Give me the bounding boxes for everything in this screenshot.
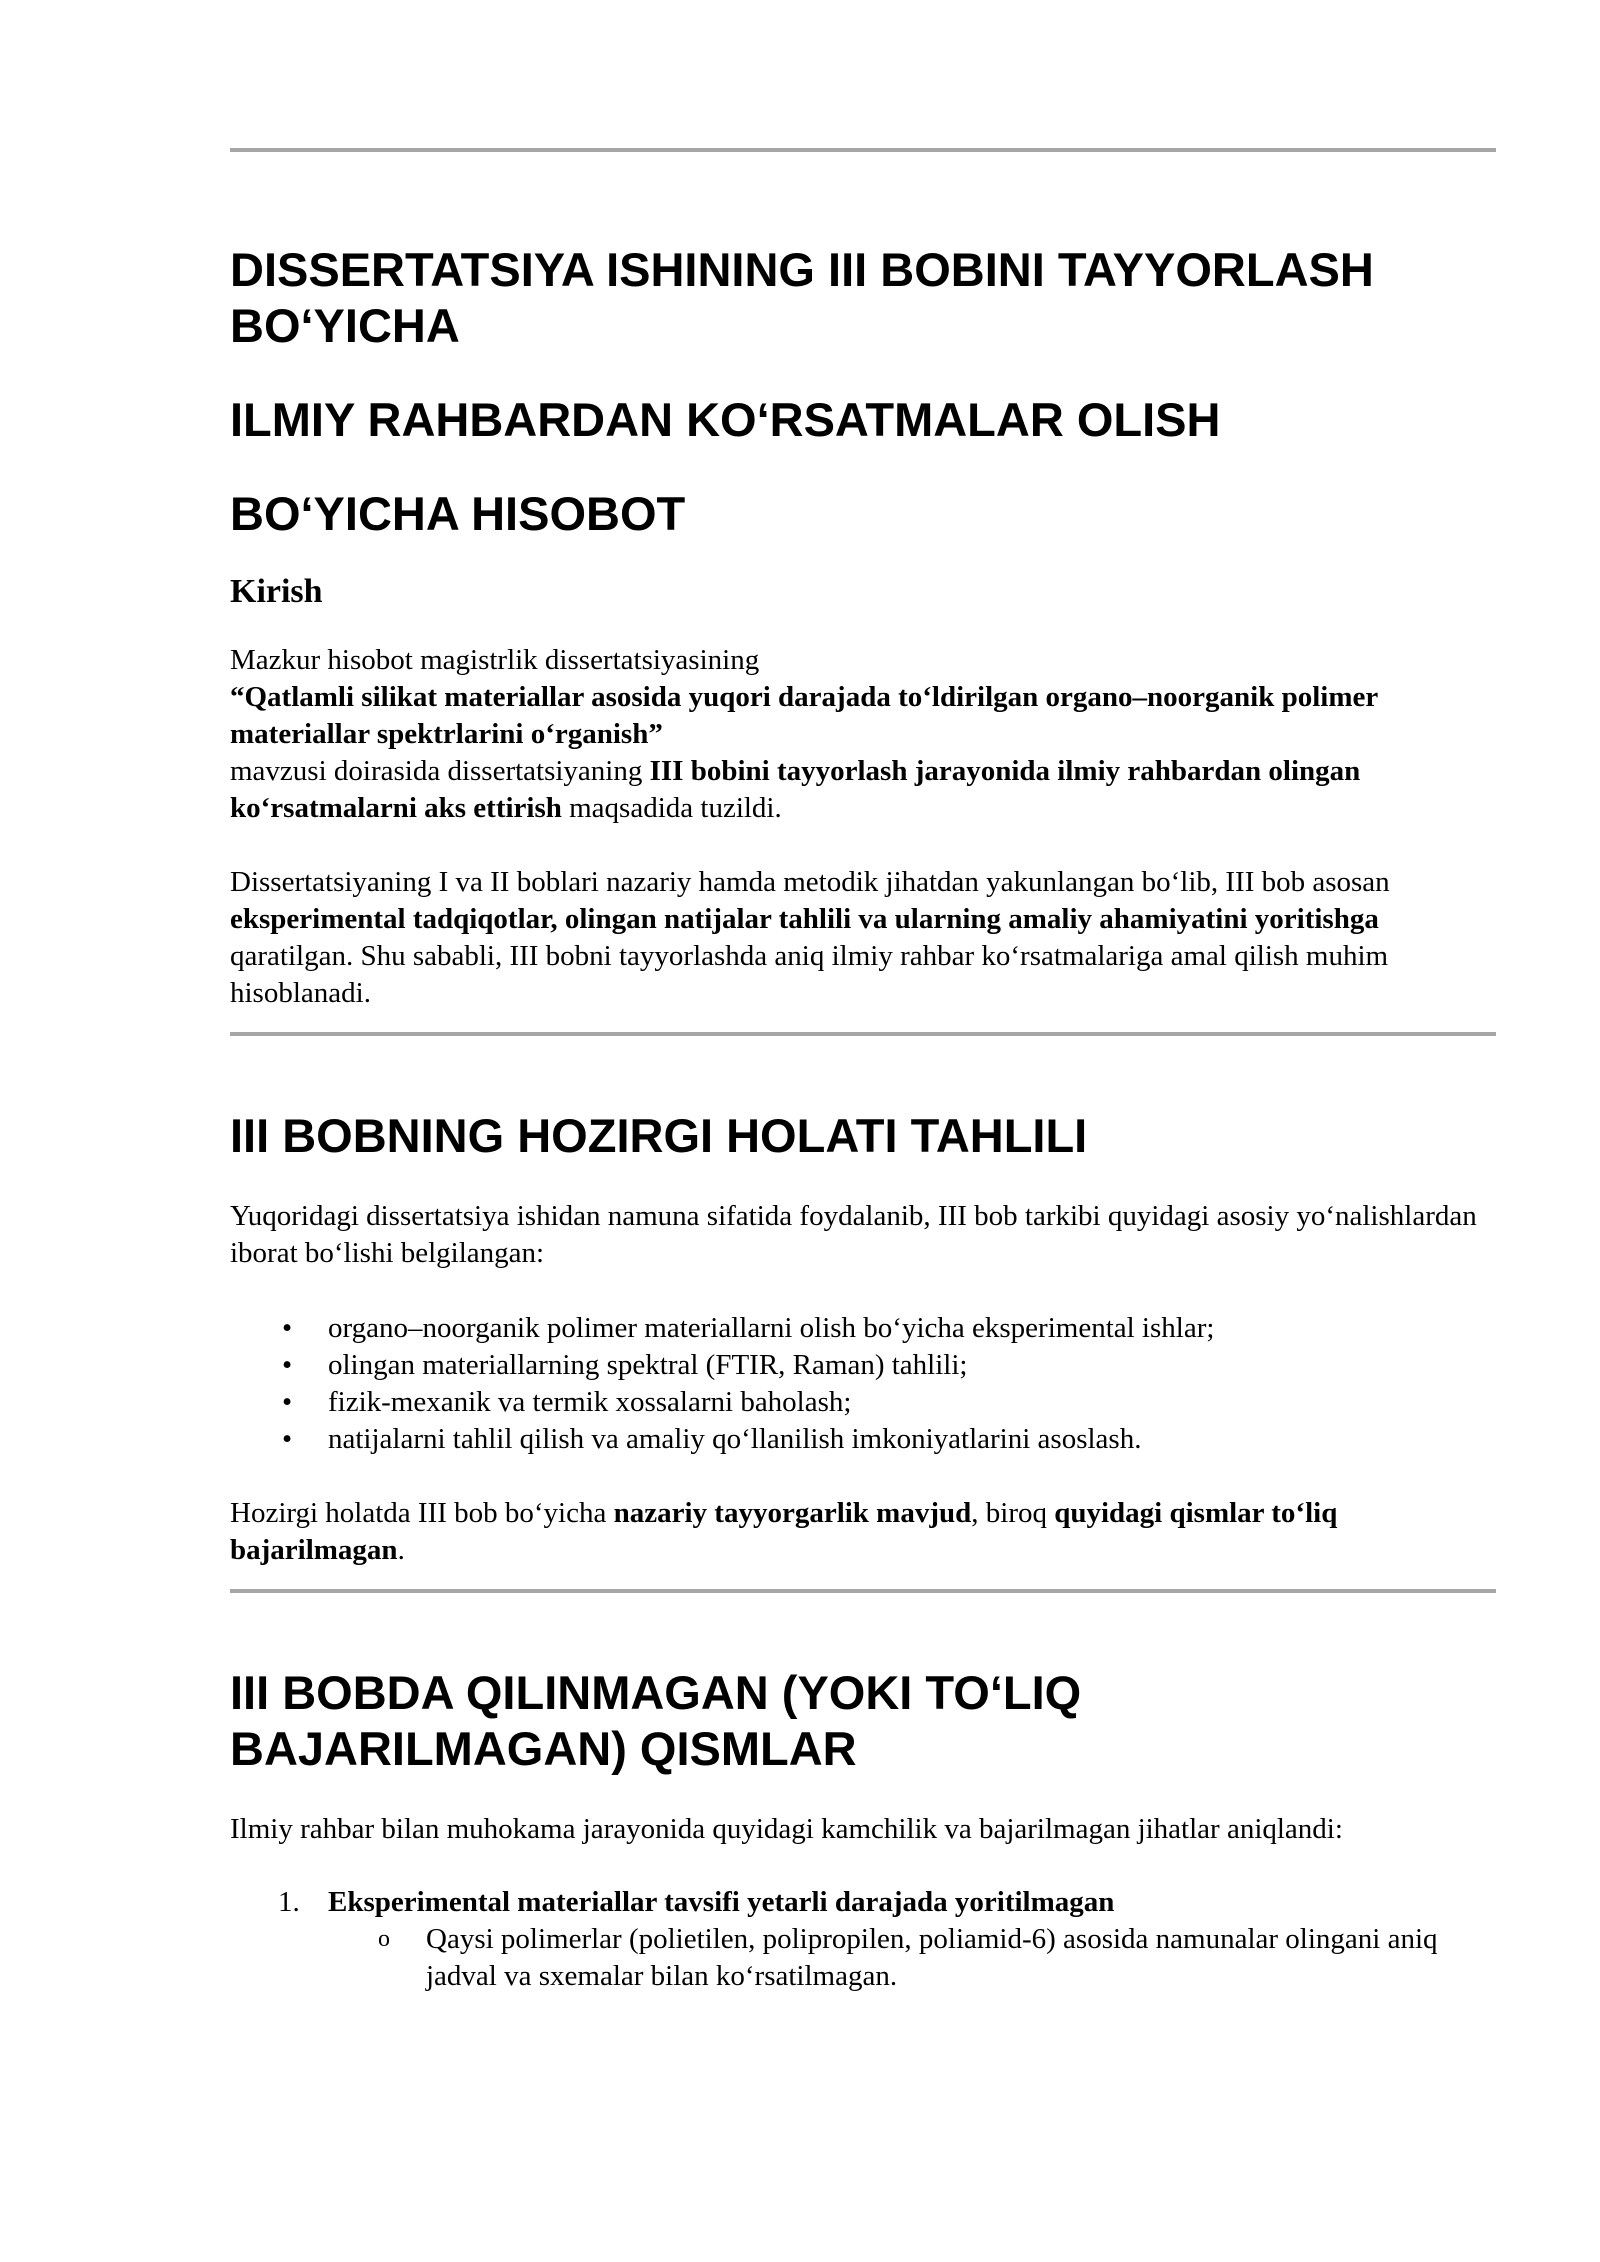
report-title-line-2: ILMIY RAHBARDAN KO‘RSATMALAR OLISH — [230, 393, 1221, 446]
status-bold-2: quyidagi qismlar to‘liq bajarilmagan — [230, 1497, 1338, 1566]
report-title-line-3: BO‘YICHA HISOBOT — [230, 487, 686, 540]
intro-p1-text-1: Mazkur hisobot magistrlik dissertatsiyasining — [230, 644, 760, 676]
section-3-heading-line-2: BAJARILMAGAN) QISMLAR — [230, 1722, 857, 1775]
status-text-3: . — [397, 1534, 405, 1566]
list-item-title: Eksperimental materiallar tavsifi yetarli darajada yoritilmagan — [328, 1886, 1115, 1918]
bullet-icon: • — [282, 1423, 293, 1455]
status-text-1: Hozirgi holatda III bob bo‘yicha — [230, 1497, 614, 1529]
list-item — [230, 1310, 1496, 1347]
intro-paragraph-1 — [230, 642, 1496, 827]
bullet-icon: • — [282, 1312, 293, 1344]
list-item — [230, 1384, 1496, 1421]
section-divider-2 — [230, 1589, 1496, 1593]
section-2-heading: III BOBNING HOZIRGI HOLATI TAHLILI — [230, 1109, 1088, 1162]
dissertation-topic: “Qatlamli silikat materiallar asosida yuqori darajada to‘ldirilgan organo–noorganik polimer materiallar spektrlarini o‘rganish” — [230, 681, 1378, 750]
list-item — [230, 1421, 1496, 1458]
intro-p1-bold-2: III bobini tayyorlash jarayonida ilmiy rahbardan olingan ko‘rsatmalarni aks ettirish — [230, 755, 1361, 824]
list-item-text: fizik-mexanik va termik xossalarni baholash; — [328, 1386, 852, 1418]
status-bold-1: nazariy tayyorgarlik mavjud — [613, 1497, 972, 1529]
report-title-line-1: DISSERTATSIYA ISHINING III BOBINI TAYYORLASH BO‘YICHA — [230, 243, 1374, 352]
sub-list — [230, 1921, 1496, 1995]
list-item-text: olingan materiallarning spektral (FTIR, Raman) tahlili; — [328, 1349, 968, 1381]
list-item-number: 1. — [278, 1886, 300, 1918]
list-item — [230, 1884, 1496, 1995]
list-item-text: organo–noorganik polimer materiallarni olish bo‘yicha eksperimental ishlar; — [328, 1312, 1215, 1344]
section-2-bullet-list — [230, 1310, 1496, 1458]
circle-bullet-icon: o — [378, 1926, 390, 1952]
intro-heading: Kirish — [230, 573, 323, 610]
intro-p2-text-1: Dissertatsiyaning I va II boblari nazariy hamda metodik jihatdan yakunlangan bo‘lib, III bob asosan — [230, 866, 1390, 898]
section-3-numbered-list — [230, 1884, 1496, 1995]
intro-p1-text-2: mavzusi doirasida dissertatsiyaning — [230, 755, 650, 787]
section-2-intro: Yuqoridagi dissertatsiya ishidan namuna sifatida foydalanib, III bob tarkibi quyidagi asosiy yo‘nalishlardan iborat bo‘lishi belgilangan: — [230, 1200, 1477, 1269]
status-text-2: , biroq — [971, 1497, 1055, 1529]
intro-paragraph-2 — [230, 864, 1496, 1012]
section-3-heading — [230, 1665, 1496, 1777]
bullet-icon: • — [282, 1386, 293, 1418]
document-page — [230, 148, 1496, 1995]
intro-p2-bold: eksperimental tadqiqotlar, olingan natijalar tahlili va ularning amaliy ahamiyatini yoritishga — [230, 903, 1379, 935]
section-3-intro: Ilmiy rahbar bilan muhokama jarayonida quyidagi kamchilik va bajarilmagan jihatlar aniqlandi: — [230, 1813, 1343, 1845]
section-divider-1 — [230, 1032, 1496, 1036]
intro-p1-text-3: maqsadida tuzildi. — [561, 792, 782, 824]
section-2-status — [230, 1495, 1496, 1569]
top-divider — [230, 148, 1496, 152]
list-item — [230, 1347, 1496, 1384]
intro-p2-text-2: qaratilgan. Shu sababli, III bobni tayyorlashda aniq ilmiy rahbar ko‘rsatmalariga amal qilish muhim hisoblanadi. — [230, 940, 1389, 1009]
sub-list-item-text: Qaysi polimerlar (polietilen, polipropilen, poliamid-6) asosida namunalar olingani aniq jadval va sxemalar bilan ko‘rsatilmagan. — [426, 1923, 1438, 1992]
section-3-heading-line-1: III BOBDA QILINMAGAN (YOKI TO‘LIQ — [230, 1666, 1082, 1719]
sub-list-item — [230, 1921, 1496, 1995]
list-item-text: natijalarni tahlil qilish va amaliy qo‘llanilish imkoniyatlarini asoslash. — [328, 1423, 1142, 1455]
bullet-icon: • — [282, 1349, 293, 1381]
